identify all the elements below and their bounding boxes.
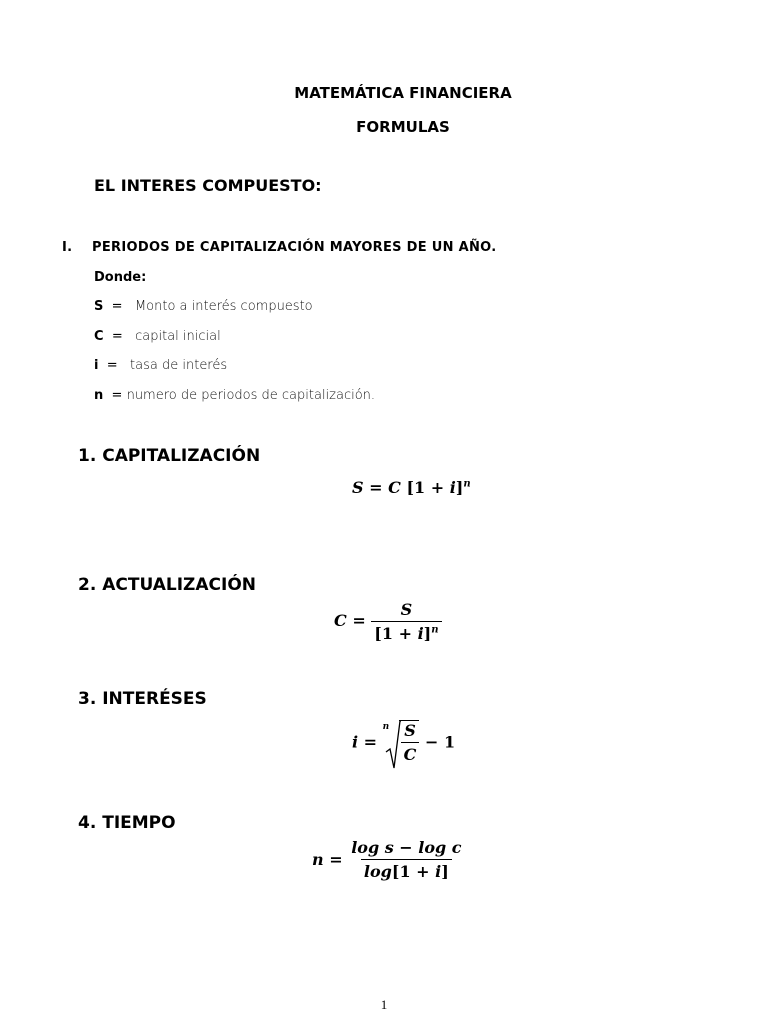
formula-equals: = <box>329 850 343 869</box>
formula-fraction <box>348 838 464 881</box>
definition-symbol: n <box>94 388 104 403</box>
formula-symbol: C <box>334 611 347 630</box>
definition-text: capital inicial <box>135 329 221 344</box>
definition-row <box>94 388 375 403</box>
formula-fraction <box>401 721 420 764</box>
fraction-denominator: $[1 + i]^n$ <box>371 621 441 643</box>
formula-equals: = <box>352 611 366 630</box>
formula-symbol: n <box>312 850 324 869</box>
definition-equals: = <box>106 358 118 373</box>
section-number: 1. <box>78 446 97 466</box>
definition-symbol: i <box>94 358 99 373</box>
definition-row <box>94 299 313 314</box>
formula-symbol: i <box>449 478 456 497</box>
section-heading-intereses <box>78 689 207 709</box>
definition-row <box>94 329 221 344</box>
section-heading-capitalizacion <box>78 446 260 466</box>
formula-number: 1 <box>443 732 456 752</box>
formula-operator: − <box>424 732 439 752</box>
fraction-numerator: S <box>400 600 413 619</box>
section-heading-actualizacion <box>78 575 256 595</box>
formula-capitalizacion <box>352 478 471 497</box>
formula-tiempo <box>312 838 465 881</box>
definition-text: numero de periodos de capitalización. <box>126 388 376 403</box>
section-title: ACTUALIZACIÓN <box>102 575 257 595</box>
part-heading <box>62 240 496 255</box>
part-numeral: I. <box>62 240 73 255</box>
definition-symbol: S <box>94 299 104 314</box>
formula-bracket: ] <box>455 478 464 497</box>
definition-equals: = <box>111 388 123 403</box>
fraction-denominator: log[1 + i] <box>361 859 452 881</box>
formula-actualizacion <box>334 600 442 643</box>
formula-operator: + <box>430 478 445 497</box>
section-title: CAPITALIZACIÓN <box>102 446 261 466</box>
definition-equals: = <box>111 299 123 314</box>
document-title: MATEMÁTICA FINANCIERA <box>294 84 512 102</box>
formula-exponent: n <box>463 478 471 490</box>
section-number: 2. <box>78 575 97 595</box>
formula-symbol: S <box>352 478 364 497</box>
fraction-numerator: log s − log c <box>351 838 462 857</box>
page-number: 1 <box>380 997 388 1012</box>
radical-sign-icon <box>382 720 401 770</box>
section-title: TIEMPO <box>102 813 176 833</box>
section-number: 4. <box>78 813 97 833</box>
fraction-numerator: S <box>404 721 416 740</box>
definition-symbol: C <box>94 329 104 344</box>
formula-symbol: C <box>388 478 401 497</box>
fraction-denominator: C <box>401 742 420 764</box>
where-label: Donde: <box>94 270 147 285</box>
formula-equals: = <box>369 478 383 497</box>
formula-fraction <box>371 600 441 643</box>
definition-equals: = <box>111 329 123 344</box>
section-number: 3. <box>78 689 97 709</box>
part-title: PERIODOS DE CAPITALIZACIÓN MAYORES DE UN AÑO. <box>92 240 497 255</box>
radical <box>383 720 420 764</box>
formula-number: 1 <box>414 478 426 497</box>
formula-equals: = <box>363 732 378 752</box>
definition-text: tasa de interés <box>130 358 228 373</box>
formula-symbol: i <box>352 732 359 752</box>
topic-heading: EL INTERES COMPUESTO: <box>94 176 322 195</box>
section-heading-tiempo <box>78 813 176 833</box>
formula-intereses <box>352 720 455 764</box>
section-title: INTERÉSES <box>102 689 207 709</box>
definition-row <box>94 358 227 373</box>
root-index: n <box>382 722 390 732</box>
formula-bracket: [ <box>406 478 415 497</box>
definition-text: Monto a interés compuesto <box>134 299 313 314</box>
document-subtitle: FORMULAS <box>356 118 450 136</box>
